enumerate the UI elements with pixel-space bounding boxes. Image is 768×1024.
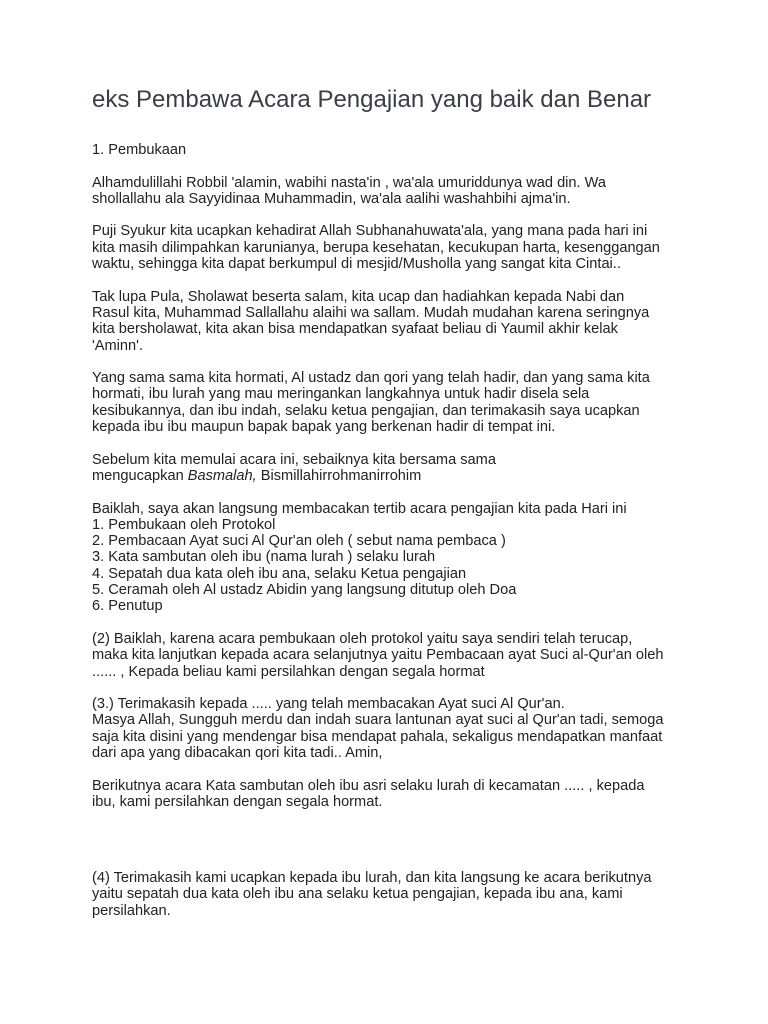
section-heading: 1. Pembukaan [92, 142, 187, 158]
agenda-item: 5. Ceramah oleh Al ustadz Abidin yang langsung ditutup oleh Doa [92, 582, 517, 599]
paragraph-quran-reading: (2) Baiklah, karena acara pembukaan oleh protokol yaitu saya sendiri telah terucap, maka kita lanjutkan kepada acara selanjutnya yaitu Pembacaan ayat Suci al-Qur'an oleh ...... , Kepada beliau kami persilahkan dengan segala hormat [92, 630, 664, 680]
paragraph-lurah-speech: Berikutnya acara Kata sambutan oleh ibu asri selaku lurah di kecamatan ..... , kepada ibu, kami persilahkan dengan segala hormat. [92, 777, 645, 810]
paragraph-greetings: Yang sama sama kita hormati, Al ustadz dan qori yang telah hadir, dan yang sama kita hormati, ibu lurah yang mau meringankan langkahnya untuk hadir disela sela kesibukannya, dan ibu indah, selaku ketua pengajian, dan terimakasih saya ucapkan kepada ibu ibu maupun bapak bapak yang berkenan hadir di tempat ini. [92, 370, 650, 436]
agenda-item: 3. Kata sambutan oleh ibu (nama lurah ) selaku lurah [92, 549, 436, 566]
agenda-list [92, 501, 692, 615]
agenda-item: 6. Penutup [92, 598, 163, 615]
document-body [92, 142, 692, 935]
document-title: eks Pembawa Acara Pengajian yang baik dan Benar [92, 86, 652, 113]
agenda-item: 4. Sepatah dua kata oleh ibu ana, selaku Ketua pengajian [92, 565, 467, 582]
paragraph-thanks-reader: (3.) Terimakasih kepada ..... yang telah membacakan Ayat suci Al Qur'an. Masya Allah, Sungguh merdu dan indah suara lantunan ayat suci al Qur'an tadi, semoga saja kita disini yang mendengar bisa mendapat pahala, sekaligus mendapatkan manfaat dari apa yang dibacakan qori kita tadi.. Amin, [92, 696, 664, 761]
agenda-intro: Baiklah, saya akan langsung membacakan tertib acara pengajian kita pada Hari ini [92, 500, 627, 517]
paragraph-ketua-speech: (4) Terimakasih kami ucapkan kepada ibu lurah, dan kita langsung ke acara berikutnya yaitu sepatah dua kata oleh ibu ana selaku ketua pengajian, kepada ibu ana, kami persilahkan. [92, 870, 652, 919]
agenda-item: 1. Pembukaan oleh Protokol [92, 516, 276, 533]
paragraph-gratitude: Puji Syukur kita ucapkan kehadirat Allah Subhanahuwata'ala, yang mana pada hari ini kita masih dilimpahkan karunianya, berupa kesehatan, kecukupan harta, kesenggangan waktu, sehingga kita dapat berkumpul di mesjid/Musholla yang sangat kita Cintai.. [92, 223, 660, 273]
paragraph-opening: Alhamdulillahi Robbil 'alamin, wabihi nasta'in , wa'ala umuriddunya wad din. Wa shollallahu ala Sayyidinaa Muhammadin, wa'ala aalihi washahbihi ajma'in. [92, 174, 607, 207]
agenda-item: 2. Pembacaan Ayat suci Al Qur'an oleh ( sebut nama pembaca ) [92, 533, 506, 550]
paragraph-basmalah: Sebelum kita memulai acara ini, sebaiknya kita bersama sama mengucapkan Basmalah, Bismillahirrohmanirrohim [92, 451, 496, 484]
paragraph-sholawat: Tak lupa Pula, Sholawat beserta salam, kita ucap dan hadiahkan kepada Nabi dan Rasul kita, Muhammad Sallallahu alaihi wa sallam. Mudah mudahan karena seringnya kita bersholawat, kita akan bisa mendapatkan syafaat beliau di Yaumil akhir kelak 'Aminn'. [92, 288, 650, 354]
